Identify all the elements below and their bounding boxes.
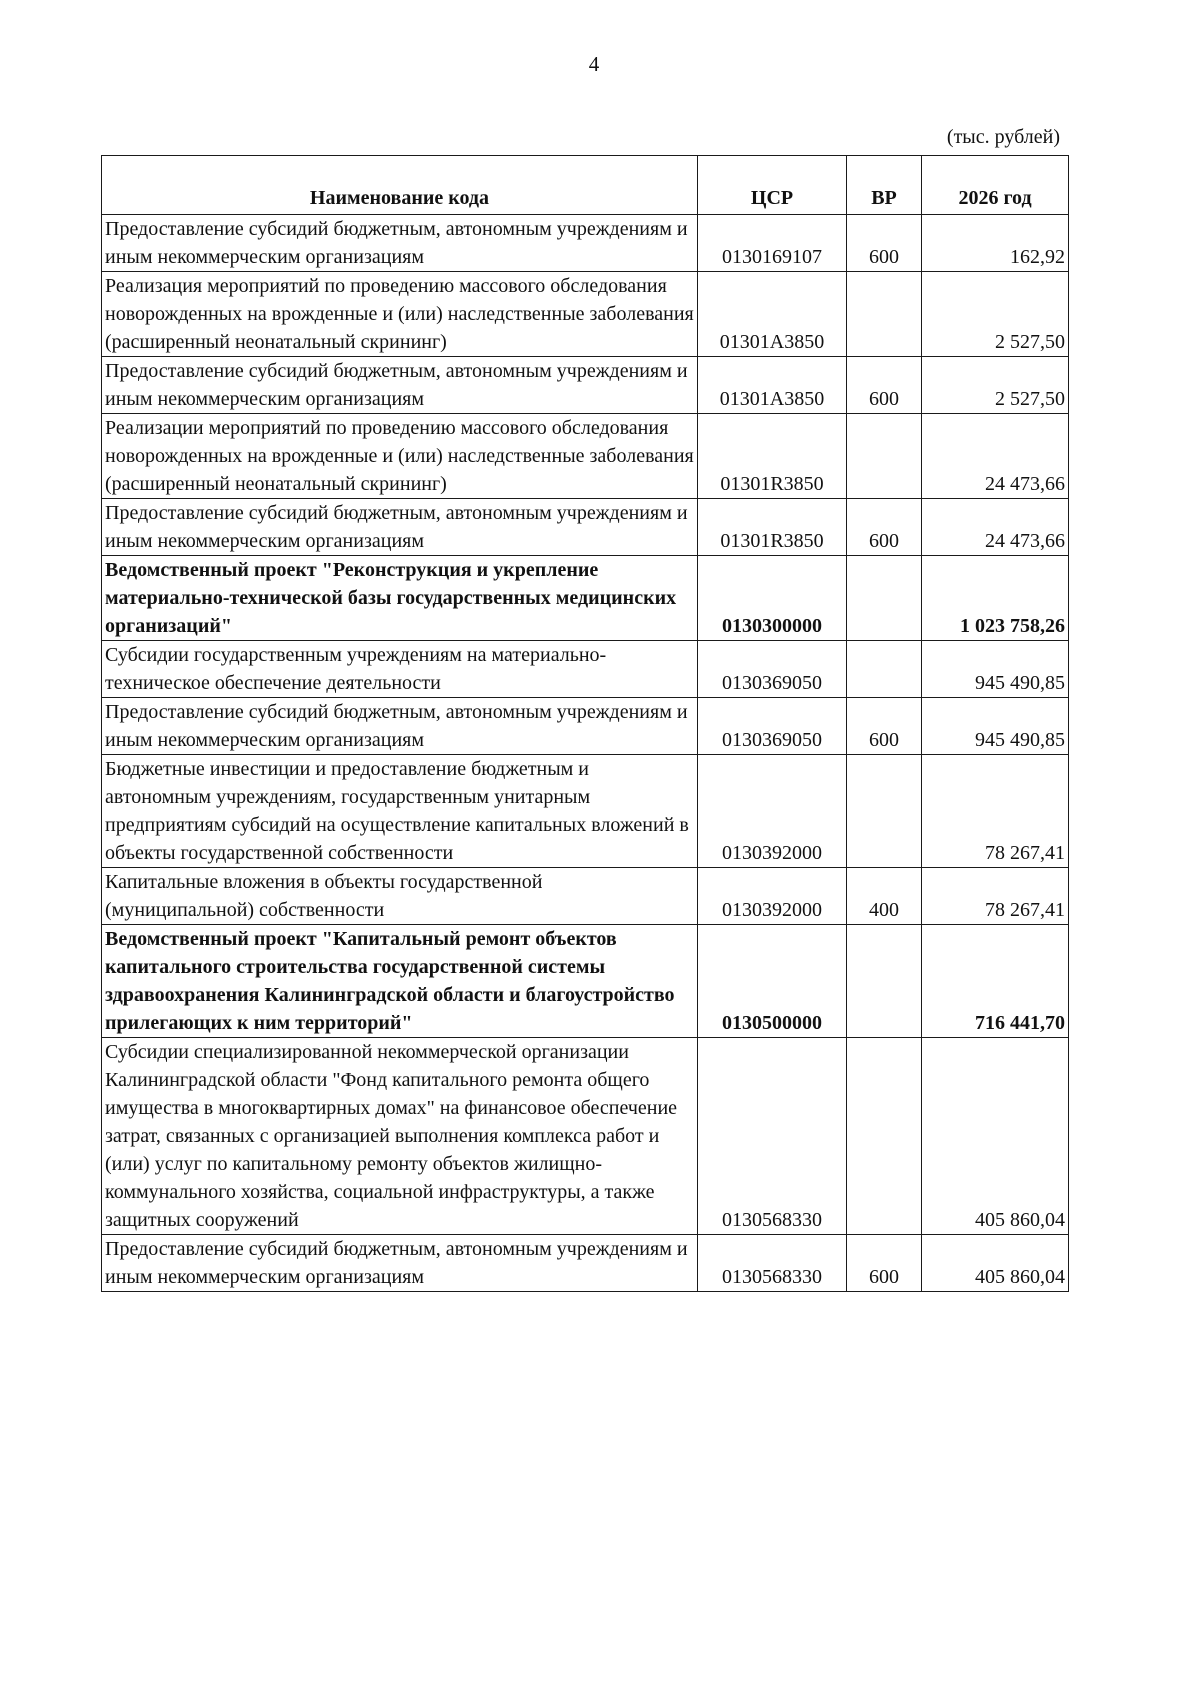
row-name: Предоставление субсидий бюджетным, автономным учреждениям и иным некоммерческим организациям bbox=[102, 499, 698, 556]
row-vr bbox=[847, 556, 922, 641]
row-csr: 0130169107 bbox=[698, 215, 847, 272]
row-csr: 01301R3850 bbox=[698, 414, 847, 499]
page-number: 4 bbox=[588, 52, 600, 76]
row-sum: 2 527,50 bbox=[922, 357, 1069, 414]
row-name: Ведомственный проект "Капитальный ремонт объектов капитального строительства государственной системы здравоохранения Калининградской области и благоустройство прилегающих к ним территорий" bbox=[102, 925, 698, 1038]
table-header-row bbox=[102, 156, 1069, 215]
row-vr: 600 bbox=[847, 499, 922, 556]
row-vr bbox=[847, 925, 922, 1038]
row-sum: 945 490,85 bbox=[922, 698, 1069, 755]
row-sum: 24 473,66 bbox=[922, 499, 1069, 556]
row-vr: 600 bbox=[847, 357, 922, 414]
header-vr: ВР bbox=[847, 156, 922, 215]
table-row bbox=[102, 357, 1069, 414]
row-name: Капитальные вложения в объекты государственной (муниципальной) собственности bbox=[102, 868, 698, 925]
row-csr: 0130300000 bbox=[698, 556, 847, 641]
row-sum: 2 527,50 bbox=[922, 272, 1069, 357]
row-sum: 78 267,41 bbox=[922, 755, 1069, 868]
row-sum: 78 267,41 bbox=[922, 868, 1069, 925]
row-sum: 716 441,70 bbox=[922, 925, 1069, 1038]
row-vr bbox=[847, 272, 922, 357]
table-row bbox=[102, 641, 1069, 698]
table-row bbox=[102, 698, 1069, 755]
table-row bbox=[102, 755, 1069, 868]
header-year: 2026 год bbox=[922, 156, 1069, 215]
row-sum: 945 490,85 bbox=[922, 641, 1069, 698]
table-row bbox=[102, 272, 1069, 357]
row-vr bbox=[847, 414, 922, 499]
row-name: Предоставление субсидий бюджетным, автономным учреждениям и иным некоммерческим организациям bbox=[102, 1235, 698, 1292]
row-sum: 405 860,04 bbox=[922, 1038, 1069, 1235]
row-name: Предоставление субсидий бюджетным, автономным учреждениям и иным некоммерческим организациям bbox=[102, 357, 698, 414]
row-csr: 0130369050 bbox=[698, 641, 847, 698]
table-row bbox=[102, 499, 1069, 556]
row-vr: 600 bbox=[847, 1235, 922, 1292]
row-vr: 600 bbox=[847, 215, 922, 272]
row-csr: 0130568330 bbox=[698, 1235, 847, 1292]
row-vr bbox=[847, 755, 922, 868]
row-vr: 400 bbox=[847, 868, 922, 925]
table-row bbox=[102, 925, 1069, 1038]
table-row bbox=[102, 414, 1069, 499]
row-name: Субсидии государственным учреждениям на материально-техническое обеспечение деятельности bbox=[102, 641, 698, 698]
row-name: Ведомственный проект "Реконструкция и укрепление материально-технической базы государственных медицинских организаций" bbox=[102, 556, 698, 641]
table-row bbox=[102, 1038, 1069, 1235]
table-row bbox=[102, 215, 1069, 272]
table-row bbox=[102, 1235, 1069, 1292]
row-csr: 01301А3850 bbox=[698, 357, 847, 414]
units-label: (тыс. рублей) bbox=[946, 126, 1060, 148]
row-name: Предоставление субсидий бюджетным, автономным учреждениям и иным некоммерческим организациям bbox=[102, 215, 698, 272]
row-name: Бюджетные инвестиции и предоставление бюджетным и автономным учреждениям, государственным унитарным предприятиям субсидий на осуществление капитальных вложений в объекты государственной собственности bbox=[102, 755, 698, 868]
header-name: Наименование кода bbox=[102, 156, 698, 215]
row-sum: 1 023 758,26 bbox=[922, 556, 1069, 641]
row-name: Реализации мероприятий по проведению массового обследования новорожденных на врожденные и (или) наследственные заболевания (расширенный неонатальный скрининг) bbox=[102, 414, 698, 499]
row-sum: 24 473,66 bbox=[922, 414, 1069, 499]
row-name: Реализация мероприятий по проведению массового обследования новорожденных на врожденные и (или) наследственные заболевания (расширенный неонатальный скрининг) bbox=[102, 272, 698, 357]
row-csr: 0130392000 bbox=[698, 755, 847, 868]
row-name: Предоставление субсидий бюджетным, автономным учреждениям и иным некоммерческим организациям bbox=[102, 698, 698, 755]
budget-table bbox=[101, 155, 1069, 1292]
table-row bbox=[102, 556, 1069, 641]
row-sum: 162,92 bbox=[922, 215, 1069, 272]
table-row bbox=[102, 868, 1069, 925]
row-csr: 0130500000 bbox=[698, 925, 847, 1038]
row-vr bbox=[847, 641, 922, 698]
row-csr: 0130568330 bbox=[698, 1038, 847, 1235]
row-name: Субсидии специализированной некоммерческой организации Калининградской области "Фонд капитального ремонта общего имущества в многоквартирных домах" на финансовое обеспечение затрат, связанных с организацией выполнения комплекса работ и (или) услуг по капитальному ремонту объектов жилищно-коммунального хозяйства, социальной инфраструктуры, а также защитных сооружений bbox=[102, 1038, 698, 1235]
row-csr: 01301R3850 bbox=[698, 499, 847, 556]
row-vr bbox=[847, 1038, 922, 1235]
row-vr: 600 bbox=[847, 698, 922, 755]
row-sum: 405 860,04 bbox=[922, 1235, 1069, 1292]
row-csr: 0130369050 bbox=[698, 698, 847, 755]
header-csr: ЦСР bbox=[698, 156, 847, 215]
row-csr: 01301А3850 bbox=[698, 272, 847, 357]
row-csr: 0130392000 bbox=[698, 868, 847, 925]
